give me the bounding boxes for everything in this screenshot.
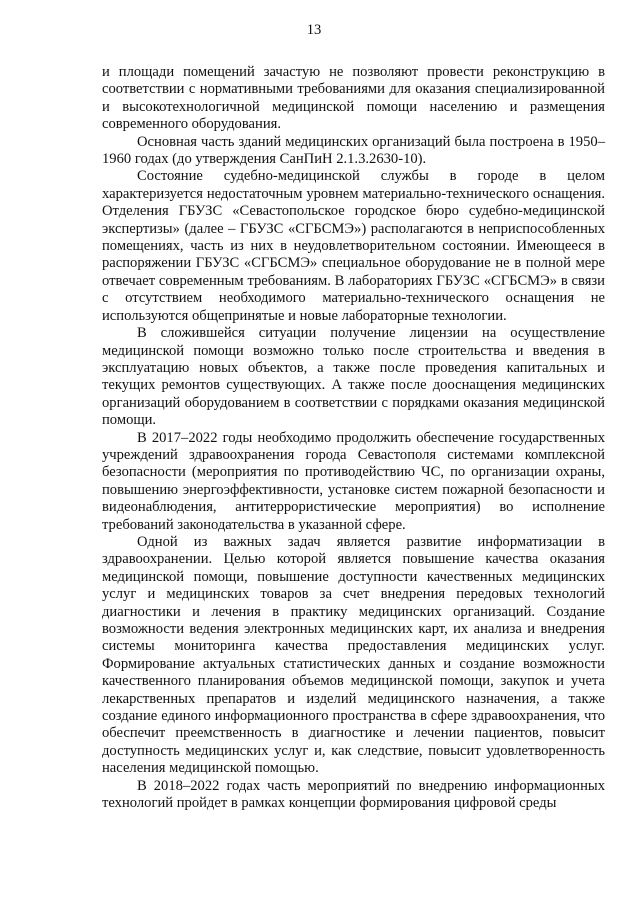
paragraph-licensing: В сложившейся ситуации получение лицензии на осуществление медицинской помощи возможно только после строительства и введения в эксплуатацию новых объектов, а также после проведения капитальных и текущих ремонтов существующих. А также после дооснащения медицинских организаций оборудованием в соответствии с порядками оказания медицинской помощи. — [102, 325, 605, 429]
paragraph-informatization: Одной из важных задач является развитие информатизации в здравоохранении. Целью которой является повышение качества оказания медицинской помощи, повышение доступности качественных медицинских услуг и медицинских товаров за счет внедрения передовых технологий диагностики и лечения в практику медицинских организаций. Создание возможности ведения электронных медицинских карт, их анализа и внедрения системы мониторинга качества предоставления медицинских услуг. Формирование актуальных статистических данных и создание возможности качественного планирования объемов медицинской помощи, закупок и учета лекарственных препаратов и изделий медицинского назначения, а также создание единого информационного пространства в сфере здравоохранения, что обеспечит преемственность в диагностике и лечении пациентов, повысит доступность медицинских услуг и, как следствие, повысит удовлетворенность населения медицинской помощью. — [102, 533, 605, 777]
paragraph-forensic-service: Состояние судебно-медицинской службы в городе в целом характеризуется недостаточным уровнем материально-технического оснащения. Отделения ГБУЗС «Севастопольское городское бюро судебно-медицинской экспертизы» (далее – ГБУЗС «СГБСМЭ») располагаются в неприспособленных помещениях, часть из них в неудовлетворительном состоянии. Имеющееся в распоряжении ГБУЗС «СГБСМЭ» специальное оборудование не в полной мере отвечает современным требованиям. В лабораториях ГБУЗС «СГБСМЭ» в связи с отсутствием необходимого материально-технического оснащения не используются общепринятые и новые лабораторные технологии. — [102, 168, 605, 324]
document-body — [102, 64, 605, 812]
paragraph-buildings-age: Основная часть зданий медицинских организаций была построена в 1950–1960 годах (до утверждения СанПиН 2.1.3.2630-10). — [102, 133, 605, 168]
paragraph-digital-environment: В 2018–2022 годах часть мероприятий по внедрению информационных технологий пройдет в рамках концепции формирования цифровой среды — [102, 777, 605, 812]
paragraph-security: В 2017–2022 годы необходимо продолжить обеспечение государственных учреждений здравоохранения города Севастополя системами комплексной безопасности (мероприятия по противодействию ЧС, по организации охраны, повышению энергоэффективности, установке систем пожарной безопасности и видеонаблюдения, антитеррористические мероприятия) во исполнение требований законодательства в указанной сфере. — [102, 429, 605, 533]
paragraph-continuation: и площади помещений зачастую не позволяют провести реконструкцию в соответствии с нормативными требованиями для оказания специализированной и высокотехнологичной медицинской помощи населению и размещения современного оборудования. — [102, 64, 605, 133]
page-number: 13 — [306, 22, 322, 38]
